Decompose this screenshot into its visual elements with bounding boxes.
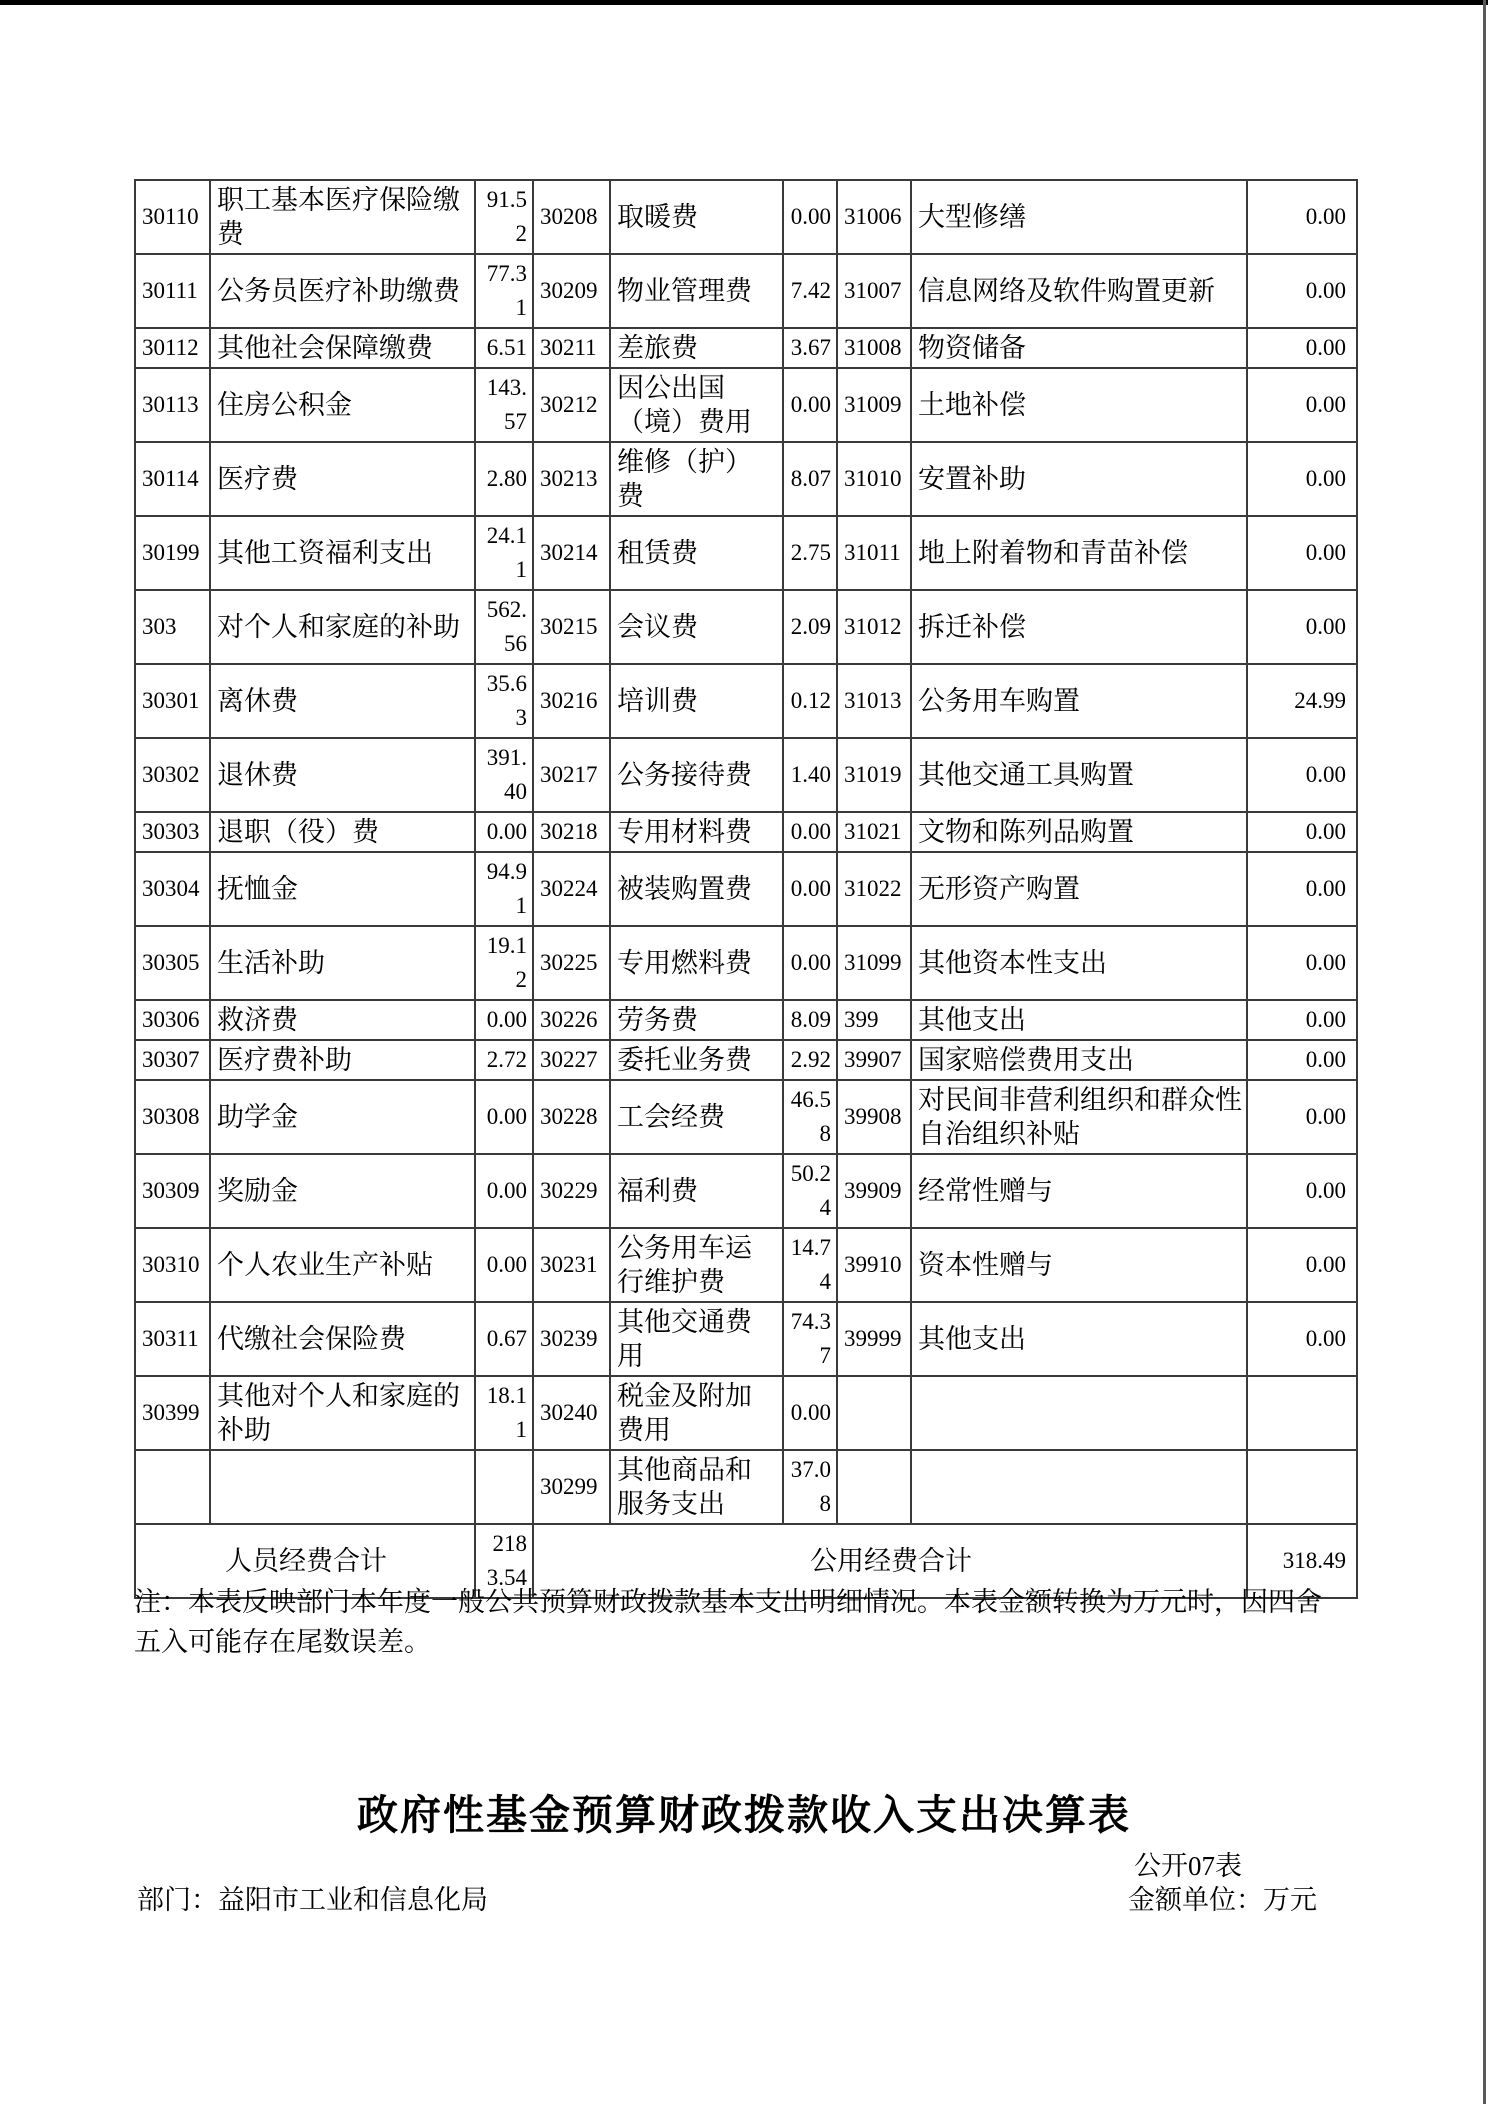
amount-cell: 391.40 [475,738,533,812]
name-cell: 其他交通费用 [610,1302,783,1376]
code-cell: 30311 [135,1302,210,1376]
table-body [135,180,1357,1524]
code-cell: 31013 [837,664,911,738]
code-cell: 30227 [533,1040,610,1080]
amount-cell: 0.00 [783,1376,837,1450]
code-cell [135,1450,210,1524]
name-cell: 退休费 [210,738,475,812]
amount-cell: 0.12 [783,664,837,738]
name-cell: 其他交通工具购置 [911,738,1247,812]
name-cell [210,1450,475,1524]
code-cell: 30240 [533,1376,610,1450]
amount-cell: 94.91 [475,852,533,926]
code-cell: 30303 [135,812,210,852]
next-table-title: 政府性基金预算财政拨款收入支出决算表 [357,1792,1131,1838]
code-cell: 30228 [533,1080,610,1154]
name-cell: 差旅费 [610,328,783,368]
amount-cell: 0.00 [1247,368,1357,442]
amount-cell: 8.07 [783,442,837,516]
amount-cell: 0.00 [1247,442,1357,516]
code-cell: 30212 [533,368,610,442]
table-row [135,442,1357,516]
name-cell: 地上附着物和青苗补偿 [911,516,1247,590]
amount-cell: 0.00 [475,1154,533,1228]
name-cell: 其他工资福利支出 [210,516,475,590]
code-cell: 31011 [837,516,911,590]
amount-cell: 18.11 [475,1376,533,1450]
amount-cell: 35.63 [475,664,533,738]
code-cell: 30216 [533,664,610,738]
code-cell: 399 [837,1000,911,1040]
name-cell: 生活补助 [210,926,475,1000]
name-cell: 其他资本性支出 [911,926,1247,1000]
name-cell: 其他支出 [911,1000,1247,1040]
name-cell: 住房公积金 [210,368,475,442]
code-cell: 31008 [837,328,911,368]
amount-cell: 24.99 [1247,664,1357,738]
name-cell: 专用燃料费 [610,926,783,1000]
amount-cell: 6.51 [475,328,533,368]
table-row [135,1000,1357,1040]
amount-cell: 46.58 [783,1080,837,1154]
amount-cell [1247,1450,1357,1524]
amount-cell: 8.09 [783,1000,837,1040]
amount-cell: 14.74 [783,1228,837,1302]
name-cell [911,1450,1247,1524]
name-cell: 职工基本医疗保险缴费 [210,180,475,254]
name-cell: 医疗费补助 [210,1040,475,1080]
code-cell: 31009 [837,368,911,442]
amount-cell: 0.00 [1247,180,1357,254]
name-cell: 物资储备 [911,328,1247,368]
amount-cell: 74.37 [783,1302,837,1376]
amount-cell: 0.00 [1247,590,1357,664]
amount-cell: 77.31 [475,254,533,328]
name-cell: 取暖费 [610,180,783,254]
name-cell: 物业管理费 [610,254,783,328]
code-cell: 30199 [135,516,210,590]
amount-cell: 2.72 [475,1040,533,1080]
unit-label: 金额单位：万元 [1128,1885,1317,1915]
code-cell: 30226 [533,1000,610,1040]
code-cell: 39999 [837,1302,911,1376]
name-cell: 对民间非营利组织和群众性自治组织补贴 [911,1080,1247,1154]
amount-cell: 37.08 [783,1450,837,1524]
public-total-amount: 318.49 [1247,1524,1357,1598]
code-cell: 30309 [135,1154,210,1228]
code-cell: 30213 [533,442,610,516]
code-cell: 30208 [533,180,610,254]
amount-cell: 2.80 [475,442,533,516]
table-row [135,1450,1357,1524]
amount-cell [1247,1376,1357,1450]
amount-cell: 0.00 [1247,1040,1357,1080]
table-row [135,1302,1357,1376]
amount-cell: 0.67 [475,1302,533,1376]
personnel-total-amount: 2183.54 [475,1524,533,1598]
code-cell: 39909 [837,1154,911,1228]
code-cell: 39910 [837,1228,911,1302]
amount-cell: 0.00 [1247,254,1357,328]
amount-cell: 0.00 [1247,1000,1357,1040]
table-row [135,1080,1357,1154]
table-row [135,590,1357,664]
name-cell: 其他对个人和家庭的补助 [210,1376,475,1450]
personnel-total-label: 人员经费合计 [135,1524,475,1598]
table-row [135,254,1357,328]
code-cell: 30301 [135,664,210,738]
code-cell: 30224 [533,852,610,926]
name-cell: 个人农业生产补贴 [210,1228,475,1302]
name-cell: 信息网络及软件购置更新 [911,254,1247,328]
table-code-label: 公开07表 [1134,1851,1242,1881]
amount-cell: 0.00 [1247,1302,1357,1376]
table-row [135,368,1357,442]
amount-cell: 0.00 [1247,1228,1357,1302]
code-cell: 31022 [837,852,911,926]
code-cell: 30114 [135,442,210,516]
name-cell: 医疗费 [210,442,475,516]
code-cell: 30307 [135,1040,210,1080]
amount-cell: 0.00 [1247,516,1357,590]
code-cell [837,1376,911,1450]
code-cell: 30308 [135,1080,210,1154]
name-cell: 福利费 [610,1154,783,1228]
code-cell: 30217 [533,738,610,812]
name-cell: 被装购置费 [610,852,783,926]
code-cell: 30305 [135,926,210,1000]
top-bar [0,0,1488,5]
amount-cell: 3.67 [783,328,837,368]
amount-cell: 0.00 [1247,926,1357,1000]
amount-cell: 0.00 [1247,812,1357,852]
amount-cell: 19.12 [475,926,533,1000]
code-cell: 31019 [837,738,911,812]
code-cell [837,1450,911,1524]
table-note: 注：本表反映部门本年度一般公共预算财政拨款基本支出明细情况。本表金额转换为万元时，因四舍五入可能存在尾数误差。 [134,1587,1322,1657]
amount-cell: 7.42 [783,254,837,328]
amount-cell: 143.57 [475,368,533,442]
amount-cell: 562.56 [475,590,533,664]
code-cell: 30299 [533,1450,610,1524]
code-cell: 30112 [135,328,210,368]
name-cell: 因公出国（境）费用 [610,368,783,442]
amount-cell: 0.00 [1247,738,1357,812]
code-cell: 30209 [533,254,610,328]
amount-cell [475,1450,533,1524]
amount-cell: 0.00 [475,1080,533,1154]
amount-cell: 0.00 [475,812,533,852]
name-cell: 培训费 [610,664,783,738]
name-cell: 无形资产购置 [911,852,1247,926]
name-cell: 公务接待费 [610,738,783,812]
code-cell: 30304 [135,852,210,926]
name-cell: 退职（役）费 [210,812,475,852]
name-cell: 会议费 [610,590,783,664]
code-cell: 30225 [533,926,610,1000]
table-row [135,664,1357,738]
amount-cell: 1.40 [783,738,837,812]
code-cell: 31007 [837,254,911,328]
code-cell: 30239 [533,1302,610,1376]
code-cell: 30310 [135,1228,210,1302]
table-row [135,926,1357,1000]
name-cell: 专用材料费 [610,812,783,852]
code-cell: 30110 [135,180,210,254]
name-cell: 国家赔偿费用支出 [911,1040,1247,1080]
amount-cell: 24.11 [475,516,533,590]
name-cell: 其他商品和服务支出 [610,1450,783,1524]
name-cell: 其他社会保障缴费 [210,328,475,368]
code-cell: 30399 [135,1376,210,1450]
name-cell: 抚恤金 [210,852,475,926]
amount-cell: 0.00 [1247,1080,1357,1154]
amount-cell: 0.00 [475,1000,533,1040]
amount-cell: 0.00 [783,926,837,1000]
department-label: 部门：益阳市工业和信息化局 [137,1885,488,1915]
amount-cell: 2.92 [783,1040,837,1080]
name-cell: 拆迁补偿 [911,590,1247,664]
name-cell: 税金及附加费用 [610,1376,783,1450]
amount-cell: 0.00 [783,852,837,926]
code-cell: 30306 [135,1000,210,1040]
amount-cell: 0.00 [1247,852,1357,926]
amount-cell: 0.00 [1247,328,1357,368]
amount-cell: 0.00 [475,1228,533,1302]
name-cell: 代缴社会保险费 [210,1302,475,1376]
name-cell [911,1376,1247,1450]
code-cell: 303 [135,590,210,664]
amount-cell: 91.52 [475,180,533,254]
name-cell: 经常性赠与 [911,1154,1247,1228]
code-cell: 30302 [135,738,210,812]
name-cell: 委托业务费 [610,1040,783,1080]
table-row [135,852,1357,926]
name-cell: 土地补偿 [911,368,1247,442]
code-cell: 30229 [533,1154,610,1228]
table-row [135,180,1357,254]
name-cell: 公务员医疗补助缴费 [210,254,475,328]
public-total-label: 公用经费合计 [533,1524,1247,1598]
name-cell: 奖励金 [210,1154,475,1228]
name-cell: 维修（护）费 [610,442,783,516]
name-cell: 租赁费 [610,516,783,590]
table-row [135,1040,1357,1080]
code-cell: 30218 [533,812,610,852]
table-row [135,1154,1357,1228]
name-cell: 工会经费 [610,1080,783,1154]
name-cell: 安置补助 [911,442,1247,516]
amount-cell: 50.24 [783,1154,837,1228]
code-cell: 30111 [135,254,210,328]
name-cell: 资本性赠与 [911,1228,1247,1302]
name-cell: 救济费 [210,1000,475,1040]
basic-expenditure-table [134,179,1358,1599]
code-cell: 31099 [837,926,911,1000]
name-cell: 公务用车运行维护费 [610,1228,783,1302]
amount-cell: 2.75 [783,516,837,590]
code-cell: 31006 [837,180,911,254]
amount-cell: 0.00 [783,368,837,442]
code-cell: 30214 [533,516,610,590]
code-cell: 31010 [837,442,911,516]
name-cell: 文物和陈列品购置 [911,812,1247,852]
table-row [135,1228,1357,1302]
name-cell: 大型修缮 [911,180,1247,254]
table-row [135,516,1357,590]
amount-cell: 0.00 [1247,1154,1357,1228]
name-cell: 公务用车购置 [911,664,1247,738]
code-cell: 30113 [135,368,210,442]
name-cell: 其他支出 [911,1302,1247,1376]
code-cell: 30231 [533,1228,610,1302]
name-cell: 离休费 [210,664,475,738]
code-cell: 39907 [837,1040,911,1080]
code-cell: 31012 [837,590,911,664]
code-cell: 39908 [837,1080,911,1154]
name-cell: 助学金 [210,1080,475,1154]
table-row [135,1376,1357,1450]
name-cell: 对个人和家庭的补助 [210,590,475,664]
amount-cell: 2.09 [783,590,837,664]
table-row [135,812,1357,852]
amount-cell: 0.00 [783,812,837,852]
name-cell: 劳务费 [610,1000,783,1040]
table-row [135,328,1357,368]
code-cell: 30211 [533,328,610,368]
amount-cell: 0.00 [783,180,837,254]
code-cell: 30215 [533,590,610,664]
table-row [135,738,1357,812]
code-cell: 31021 [837,812,911,852]
